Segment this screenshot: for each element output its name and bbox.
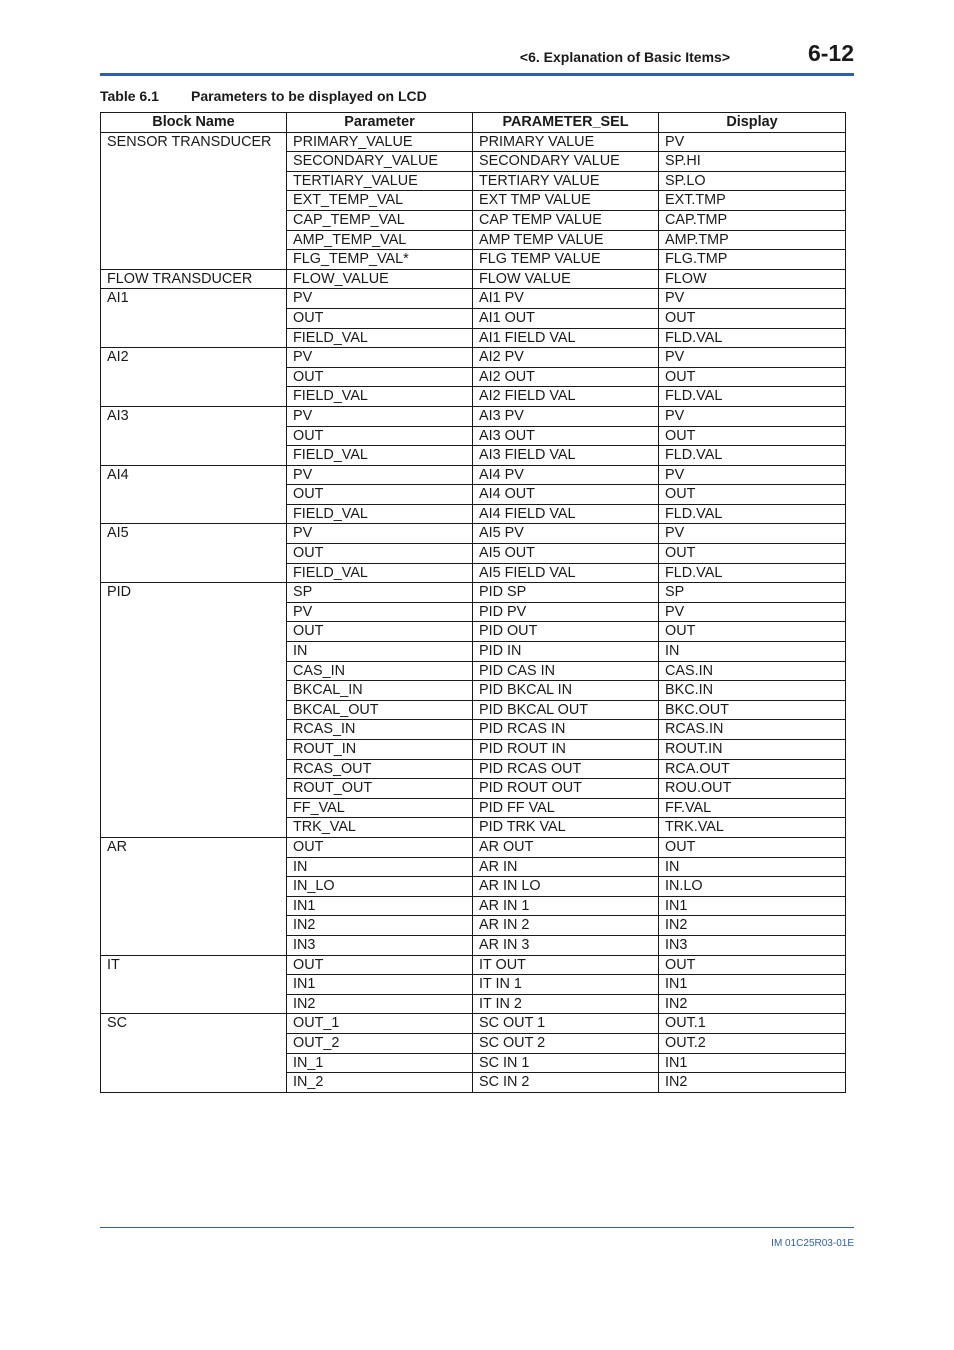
parameter-cell: RCAS_OUT bbox=[287, 759, 473, 779]
table-row bbox=[101, 132, 846, 152]
display-cell: OUT bbox=[659, 485, 846, 505]
parameter-sel-cell: AI1 FIELD VAL bbox=[473, 328, 659, 348]
display-cell: OUT bbox=[659, 955, 846, 975]
display-cell: IN bbox=[659, 857, 846, 877]
parameter-sel-cell: FLOW VALUE bbox=[473, 269, 659, 289]
display-cell: AMP.TMP bbox=[659, 230, 846, 250]
display-cell: FLD.VAL bbox=[659, 387, 846, 407]
parameter-cell: OUT bbox=[287, 544, 473, 564]
block-name-cell: AR bbox=[101, 837, 287, 955]
column-header-parameter: Parameter bbox=[287, 113, 473, 133]
parameter-sel-cell: AI3 OUT bbox=[473, 426, 659, 446]
column-header-parameter-sel: PARAMETER_SEL bbox=[473, 113, 659, 133]
parameter-sel-cell: SC IN 1 bbox=[473, 1053, 659, 1073]
parameter-cell: FIELD_VAL bbox=[287, 504, 473, 524]
display-cell: PV bbox=[659, 132, 846, 152]
parameter-cell: OUT_2 bbox=[287, 1033, 473, 1053]
parameter-cell: IN_2 bbox=[287, 1073, 473, 1093]
parameter-sel-cell: AI1 OUT bbox=[473, 308, 659, 328]
parameter-sel-cell: PID ROUT OUT bbox=[473, 779, 659, 799]
parameter-cell: PV bbox=[287, 602, 473, 622]
display-cell: IN bbox=[659, 642, 846, 662]
parameter-sel-cell: AI2 PV bbox=[473, 348, 659, 368]
parameter-cell: CAP_TEMP_VAL bbox=[287, 210, 473, 230]
parameter-cell: PV bbox=[287, 348, 473, 368]
display-cell: OUT bbox=[659, 837, 846, 857]
display-cell: ROUT.IN bbox=[659, 740, 846, 760]
section-title: <6. Explanation of Basic Items> bbox=[519, 49, 730, 65]
table-number: Table 6.1 bbox=[100, 88, 159, 104]
display-cell: IN2 bbox=[659, 994, 846, 1014]
display-cell: OUT bbox=[659, 367, 846, 387]
parameter-sel-cell: AMP TEMP VALUE bbox=[473, 230, 659, 250]
parameter-sel-cell: PRIMARY VALUE bbox=[473, 132, 659, 152]
table-row bbox=[101, 406, 846, 426]
display-cell: PV bbox=[659, 602, 846, 622]
parameter-sel-cell: PID CAS IN bbox=[473, 661, 659, 681]
parameter-sel-cell: AR IN bbox=[473, 857, 659, 877]
display-cell: TRK.VAL bbox=[659, 818, 846, 838]
parameter-sel-cell: CAP TEMP VALUE bbox=[473, 210, 659, 230]
parameter-sel-cell: FLG TEMP VALUE bbox=[473, 250, 659, 270]
parameter-cell: CAS_IN bbox=[287, 661, 473, 681]
parameter-cell: IN1 bbox=[287, 975, 473, 995]
parameter-cell: IN2 bbox=[287, 916, 473, 936]
display-cell: EXT.TMP bbox=[659, 191, 846, 211]
block-name-cell: SC bbox=[101, 1014, 287, 1092]
parameter-cell: SECONDARY_VALUE bbox=[287, 152, 473, 172]
table-header-row bbox=[101, 113, 846, 133]
parameter-sel-cell: AI3 PV bbox=[473, 406, 659, 426]
table-row bbox=[101, 837, 846, 857]
block-name-cell: AI5 bbox=[101, 524, 287, 583]
table-row bbox=[101, 583, 846, 603]
parameter-sel-cell: AI5 OUT bbox=[473, 544, 659, 564]
table-row bbox=[101, 1014, 846, 1034]
display-cell: OUT bbox=[659, 308, 846, 328]
display-cell: FLD.VAL bbox=[659, 563, 846, 583]
table-row bbox=[101, 348, 846, 368]
block-name-cell: IT bbox=[101, 955, 287, 1014]
parameter-cell: IN2 bbox=[287, 994, 473, 1014]
header-rule bbox=[100, 73, 854, 76]
display-cell: CAP.TMP bbox=[659, 210, 846, 230]
display-cell: PV bbox=[659, 524, 846, 544]
parameter-cell: PV bbox=[287, 524, 473, 544]
parameter-cell: FLOW_VALUE bbox=[287, 269, 473, 289]
display-cell: IN3 bbox=[659, 935, 846, 955]
parameter-sel-cell: SC OUT 2 bbox=[473, 1033, 659, 1053]
parameter-sel-cell: AR IN 3 bbox=[473, 935, 659, 955]
parameter-cell: OUT bbox=[287, 955, 473, 975]
display-cell: SP bbox=[659, 583, 846, 603]
parameter-sel-cell: PID FF VAL bbox=[473, 798, 659, 818]
parameter-cell: OUT bbox=[287, 485, 473, 505]
parameter-cell: BKCAL_OUT bbox=[287, 700, 473, 720]
table-row bbox=[101, 465, 846, 485]
parameter-cell: OUT bbox=[287, 426, 473, 446]
parameter-cell: SP bbox=[287, 583, 473, 603]
parameter-sel-cell: PID OUT bbox=[473, 622, 659, 642]
parameter-sel-cell: SC OUT 1 bbox=[473, 1014, 659, 1034]
block-name-cell: AI1 bbox=[101, 289, 287, 348]
display-cell: CAS.IN bbox=[659, 661, 846, 681]
table-title: Parameters to be displayed on LCD bbox=[191, 88, 427, 104]
parameter-cell: FLG_TEMP_VAL* bbox=[287, 250, 473, 270]
block-name-cell: AI2 bbox=[101, 348, 287, 407]
parameter-sel-cell: AI4 FIELD VAL bbox=[473, 504, 659, 524]
table-row bbox=[101, 955, 846, 975]
parameter-sel-cell: SC IN 2 bbox=[473, 1073, 659, 1093]
parameter-sel-cell: AI4 PV bbox=[473, 465, 659, 485]
parameter-sel-cell: PID SP bbox=[473, 583, 659, 603]
parameter-cell: PV bbox=[287, 406, 473, 426]
display-cell: IN1 bbox=[659, 1053, 846, 1073]
display-cell: OUT bbox=[659, 426, 846, 446]
parameter-cell: TRK_VAL bbox=[287, 818, 473, 838]
display-cell: PV bbox=[659, 406, 846, 426]
footer-rule bbox=[100, 1227, 854, 1228]
table-row bbox=[101, 289, 846, 309]
parameter-sel-cell: AR IN LO bbox=[473, 877, 659, 897]
parameter-sel-cell: AI5 FIELD VAL bbox=[473, 563, 659, 583]
parameter-cell: IN1 bbox=[287, 896, 473, 916]
display-cell: OUT bbox=[659, 622, 846, 642]
parameter-sel-cell: AI5 PV bbox=[473, 524, 659, 544]
display-cell: IN2 bbox=[659, 1073, 846, 1093]
parameter-sel-cell: AI1 PV bbox=[473, 289, 659, 309]
block-name-cell: AI4 bbox=[101, 465, 287, 524]
block-name-cell: AI3 bbox=[101, 406, 287, 465]
parameter-cell: FIELD_VAL bbox=[287, 387, 473, 407]
page-number: 6-12 bbox=[807, 40, 854, 66]
parameter-cell: FIELD_VAL bbox=[287, 328, 473, 348]
parameter-cell: OUT_1 bbox=[287, 1014, 473, 1034]
parameter-sel-cell: PID RCAS OUT bbox=[473, 759, 659, 779]
parameter-cell: OUT bbox=[287, 622, 473, 642]
parameter-cell: IN bbox=[287, 857, 473, 877]
display-cell: BKC.IN bbox=[659, 681, 846, 701]
display-cell: FF.VAL bbox=[659, 798, 846, 818]
display-cell: FLD.VAL bbox=[659, 328, 846, 348]
parameter-sel-cell: AI2 OUT bbox=[473, 367, 659, 387]
parameter-sel-cell: SECONDARY VALUE bbox=[473, 152, 659, 172]
parameter-cell: PRIMARY_VALUE bbox=[287, 132, 473, 152]
block-name-cell: PID bbox=[101, 583, 287, 838]
table-caption bbox=[100, 88, 427, 104]
parameter-sel-cell: PID BKCAL OUT bbox=[473, 700, 659, 720]
display-cell: IN1 bbox=[659, 975, 846, 995]
display-cell: FLG.TMP bbox=[659, 250, 846, 270]
parameter-cell: OUT bbox=[287, 308, 473, 328]
parameter-sel-cell: IT OUT bbox=[473, 955, 659, 975]
parameter-cell: ROUT_IN bbox=[287, 740, 473, 760]
parameter-cell: EXT_TEMP_VAL bbox=[287, 191, 473, 211]
parameter-cell: AMP_TEMP_VAL bbox=[287, 230, 473, 250]
parameter-cell: IN3 bbox=[287, 935, 473, 955]
parameter-cell: RCAS_IN bbox=[287, 720, 473, 740]
parameter-sel-cell: AR IN 1 bbox=[473, 896, 659, 916]
parameter-cell: PV bbox=[287, 465, 473, 485]
display-cell: RCAS.IN bbox=[659, 720, 846, 740]
parameter-cell: OUT bbox=[287, 367, 473, 387]
display-cell: FLD.VAL bbox=[659, 446, 846, 466]
display-cell: SP.HI bbox=[659, 152, 846, 172]
parameter-sel-cell: AR IN 2 bbox=[473, 916, 659, 936]
parameter-cell: PV bbox=[287, 289, 473, 309]
display-cell: OUT.2 bbox=[659, 1033, 846, 1053]
parameter-sel-cell: PID RCAS IN bbox=[473, 720, 659, 740]
parameter-cell: ROUT_OUT bbox=[287, 779, 473, 799]
display-cell: BKC.OUT bbox=[659, 700, 846, 720]
display-cell: RCA.OUT bbox=[659, 759, 846, 779]
display-cell: PV bbox=[659, 289, 846, 309]
parameter-sel-cell: EXT TMP VALUE bbox=[473, 191, 659, 211]
block-name-cell: SENSOR TRANSDUCER bbox=[101, 132, 287, 269]
parameter-cell: TERTIARY_VALUE bbox=[287, 171, 473, 191]
display-cell: OUT.1 bbox=[659, 1014, 846, 1034]
block-name-cell: FLOW TRANSDUCER bbox=[101, 269, 287, 289]
display-cell: IN1 bbox=[659, 896, 846, 916]
display-cell: PV bbox=[659, 465, 846, 485]
parameter-cell: IN_LO bbox=[287, 877, 473, 897]
parameter-cell: FIELD_VAL bbox=[287, 446, 473, 466]
parameter-sel-cell: PID ROUT IN bbox=[473, 740, 659, 760]
parameter-sel-cell: IT IN 1 bbox=[473, 975, 659, 995]
parameter-cell: FF_VAL bbox=[287, 798, 473, 818]
table-row bbox=[101, 269, 846, 289]
parameters-table bbox=[100, 112, 846, 1093]
parameter-sel-cell: AR OUT bbox=[473, 837, 659, 857]
table-body bbox=[101, 132, 846, 1092]
table-row bbox=[101, 524, 846, 544]
display-cell: OUT bbox=[659, 544, 846, 564]
parameter-cell: BKCAL_IN bbox=[287, 681, 473, 701]
display-cell: SP.LO bbox=[659, 171, 846, 191]
display-cell: FLOW bbox=[659, 269, 846, 289]
column-header-block-name: Block Name bbox=[101, 113, 287, 133]
parameter-sel-cell: PID PV bbox=[473, 602, 659, 622]
parameter-sel-cell: AI4 OUT bbox=[473, 485, 659, 505]
parameter-sel-cell: AI3 FIELD VAL bbox=[473, 446, 659, 466]
display-cell: FLD.VAL bbox=[659, 504, 846, 524]
document-id: IM 01C25R03-01E bbox=[771, 1238, 854, 1249]
display-cell: PV bbox=[659, 348, 846, 368]
parameter-sel-cell: AI2 FIELD VAL bbox=[473, 387, 659, 407]
parameter-sel-cell: PID BKCAL IN bbox=[473, 681, 659, 701]
parameter-sel-cell: TERTIARY VALUE bbox=[473, 171, 659, 191]
parameter-cell: FIELD_VAL bbox=[287, 563, 473, 583]
parameter-sel-cell: IT IN 2 bbox=[473, 994, 659, 1014]
parameter-cell: IN_1 bbox=[287, 1053, 473, 1073]
parameter-cell: IN bbox=[287, 642, 473, 662]
display-cell: ROU.OUT bbox=[659, 779, 846, 799]
parameter-cell: OUT bbox=[287, 837, 473, 857]
display-cell: IN.LO bbox=[659, 877, 846, 897]
parameter-sel-cell: PID TRK VAL bbox=[473, 818, 659, 838]
display-cell: IN2 bbox=[659, 916, 846, 936]
parameter-sel-cell: PID IN bbox=[473, 642, 659, 662]
column-header-display: Display bbox=[659, 113, 846, 133]
